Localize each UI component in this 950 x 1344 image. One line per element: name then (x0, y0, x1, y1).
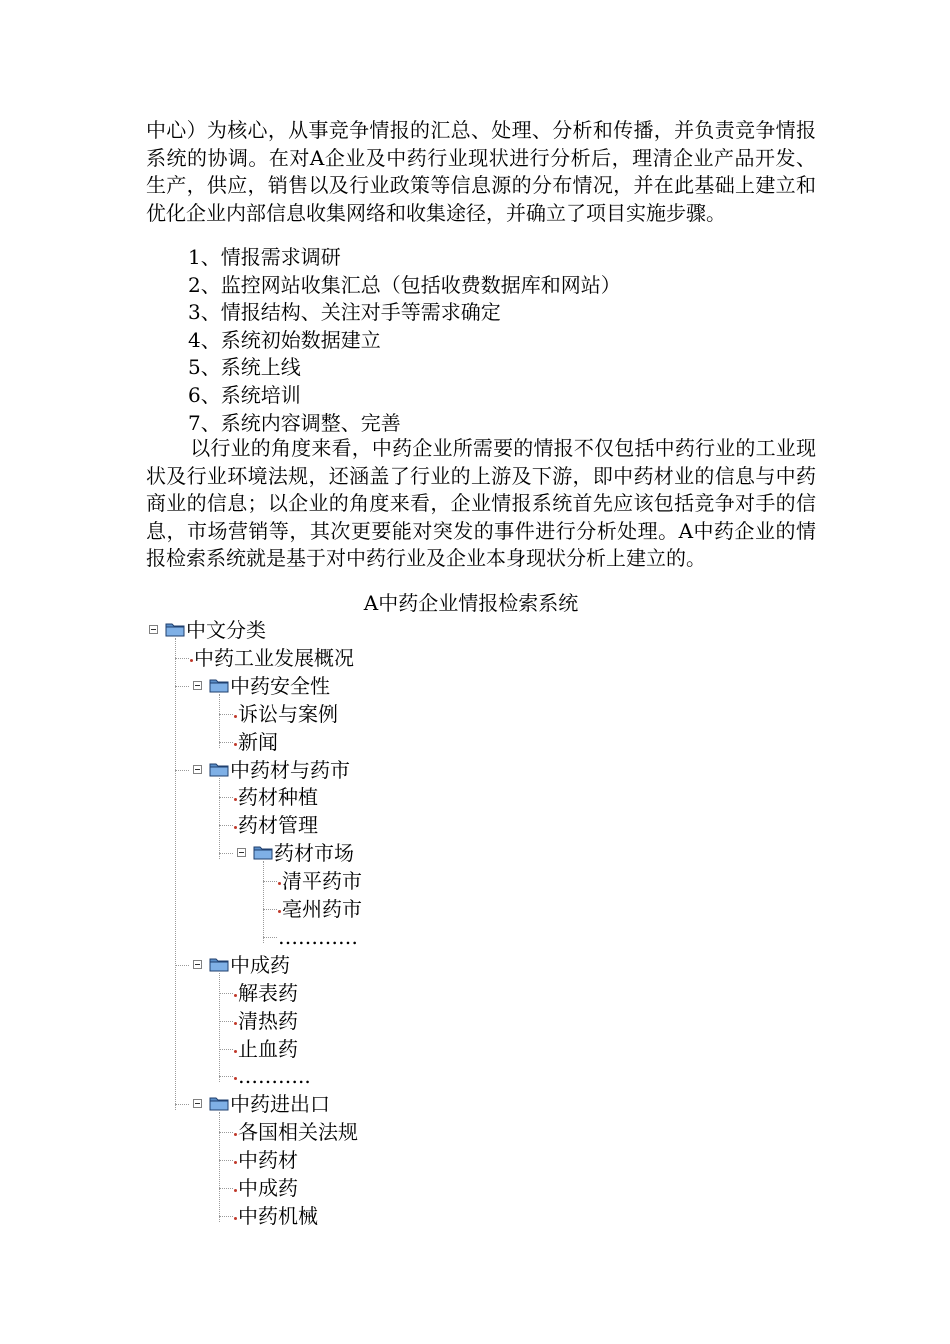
collapse-toggle-icon[interactable] (193, 960, 202, 969)
tree-connector (175, 1104, 189, 1105)
leaf-bullet-icon (278, 882, 281, 885)
tree-connector (219, 1076, 233, 1077)
tree-connector (219, 853, 233, 854)
tree-guide-line (263, 861, 264, 943)
tree-leaf-node[interactable] (238, 1062, 311, 1090)
tree-leaf-node[interactable] (238, 1035, 298, 1063)
leaf-bullet-icon (190, 659, 193, 662)
tree-connector (175, 770, 189, 771)
tree-node-label: 中药材 (238, 1148, 298, 1173)
step-item: 2、监控网站收集汇总（包括收费数据库和网站） (188, 272, 621, 297)
tree-node-label: 药材种植 (238, 785, 318, 810)
tree-guide-line (219, 973, 220, 1083)
collapse-toggle-icon[interactable] (193, 681, 202, 690)
tree-leaf-node[interactable] (282, 867, 362, 895)
leaf-bullet-icon (234, 1189, 237, 1192)
figure-title: A中药企业情报检索系统 (363, 591, 579, 615)
tree-folder-node[interactable] (230, 672, 330, 700)
paragraph-intro: 中心）为核心，从事竞争情报的汇总、处理、分析和传播，并负责竞争情报系统的协调。在对A企业及中药行业现状进行分析后，理清企业产品开发、生产，供应，销售以及行业政策等信息源的分布情况，并在此基础上建立和优化企业内部信息收集网络和收集途径，并确立了项目实施步骤。 (146, 118, 816, 225)
collapse-toggle-icon[interactable] (193, 1099, 202, 1108)
collapse-toggle-icon[interactable] (149, 625, 158, 634)
tree-node-label: ………… (278, 924, 358, 949)
tree-leaf-node[interactable] (238, 979, 298, 1007)
tree-connector (219, 1021, 233, 1022)
leaf-bullet-icon (234, 1022, 237, 1025)
tree-guide-line (219, 778, 220, 860)
tree-node-label: 清热药 (238, 1008, 298, 1033)
tree-node-label: 清平药市 (282, 869, 362, 894)
folder-icon (253, 844, 273, 860)
tree-connector (263, 881, 277, 882)
paragraph-analysis-text: 以行业的角度来看，中药企业所需要的情报不仅包括中药行业的工业现状及行业环境法规，还涵盖了行业的上游及下游，即中药材业的信息与中药商业的信息；以企业的角度来看，企业情报系统首先应该包括竞争对手的信息，市场营销等，其次更要能对突发的事件进行分析处理。A中药企业的情报检索系统就是基于对中药行业及企业本身现状分析上建立的。 (146, 436, 816, 571)
leaf-bullet-icon (234, 1161, 237, 1164)
leaf-bullet-icon (234, 715, 237, 718)
step-item: 4、系统初始数据建立 (188, 327, 381, 352)
collapse-toggle-icon[interactable] (193, 765, 202, 774)
tree-leaf-node[interactable] (238, 1174, 298, 1202)
folder-icon (209, 677, 229, 693)
tree-node-label: 中药工业发展概况 (194, 645, 354, 670)
tree-connector (219, 797, 233, 798)
folder-icon (165, 621, 185, 637)
leaf-bullet-icon (234, 1077, 237, 1080)
tree-connector (219, 993, 233, 994)
tree-leaf-node[interactable] (238, 1146, 298, 1174)
leaf-bullet-icon (234, 1133, 237, 1136)
tree-leaf-node[interactable] (278, 923, 358, 951)
tree-connector (219, 1188, 233, 1189)
tree-node-label: 药材管理 (238, 813, 318, 838)
tree-leaf-node[interactable] (238, 1202, 318, 1230)
tree-leaf-node[interactable] (238, 700, 338, 728)
tree-folder-node[interactable] (230, 1090, 330, 1118)
leaf-bullet-icon (234, 826, 237, 829)
tree-leaf-node[interactable] (194, 644, 354, 672)
tree-guide-line (175, 638, 176, 1110)
tree-connector (219, 1132, 233, 1133)
tree-connector (263, 937, 277, 938)
tree-leaf-node[interactable] (238, 1007, 298, 1035)
tree-node-label: 中药进出口 (230, 1092, 330, 1117)
leaf-bullet-icon (278, 910, 281, 913)
leaf-bullet-icon (234, 743, 237, 746)
leaf-bullet-icon (234, 798, 237, 801)
tree-connector (219, 1160, 233, 1161)
tree-connector (219, 1216, 233, 1217)
tree-node-label: 中药安全性 (230, 673, 330, 698)
folder-icon (209, 956, 229, 972)
tree-folder-node[interactable] (274, 839, 354, 867)
tree-node-label: ……….. (238, 1064, 311, 1089)
tree-leaf-node[interactable] (238, 811, 318, 839)
tree-node-label: 药材市场 (274, 841, 354, 866)
tree-node-label: 亳州药市 (282, 897, 362, 921)
tree-node-label: 中文分类 (186, 618, 266, 642)
tree-node-label: 新闻 (238, 729, 278, 754)
tree-leaf-node[interactable] (238, 728, 278, 756)
tree-node-label: 止血药 (238, 1036, 298, 1061)
tree-node-label: 中成药 (238, 1176, 298, 1200)
tree-connector (219, 825, 233, 826)
step-item: 1、情报需求调研 (188, 245, 341, 269)
tree-connector (175, 965, 189, 966)
leaf-bullet-icon (234, 994, 237, 997)
step-item: 3、情报结构、关注对手等需求确定 (188, 300, 501, 325)
tree-connector (219, 742, 233, 743)
tree-node-label: 中成药 (230, 952, 290, 977)
tree-node-label: 诉讼与案例 (238, 701, 338, 726)
tree-connector (175, 686, 189, 687)
tree-connector (219, 1049, 233, 1050)
tree-node-label: 中药机械 (238, 1203, 318, 1228)
tree-guide-line (219, 1112, 220, 1222)
leaf-bullet-icon (234, 1050, 237, 1053)
step-item: 5、系统上线 (188, 355, 301, 380)
folder-icon (209, 761, 229, 777)
tree-folder-node[interactable] (230, 951, 290, 979)
tree-leaf-node[interactable] (238, 783, 318, 811)
tree-folder-node[interactable] (230, 756, 350, 784)
tree-connector (263, 909, 277, 910)
tree-guide-line (219, 694, 220, 748)
tree-folder-node[interactable] (186, 616, 266, 644)
tree-leaf-node[interactable] (282, 895, 362, 923)
tree-leaf-node[interactable] (238, 1118, 358, 1146)
tree-node-label: 各国相关法规 (238, 1120, 358, 1145)
tree-connector (219, 714, 233, 715)
tree-connector (175, 658, 189, 659)
step-item: 7、系统内容调整、完善 (188, 410, 401, 435)
step-item: 6、系统培训 (188, 382, 301, 407)
collapse-toggle-icon[interactable] (237, 848, 246, 857)
folder-icon (209, 1095, 229, 1111)
tree-node-label: 解表药 (238, 980, 298, 1005)
leaf-bullet-icon (234, 1217, 237, 1220)
tree-node-label: 中药材与药市 (230, 757, 350, 782)
